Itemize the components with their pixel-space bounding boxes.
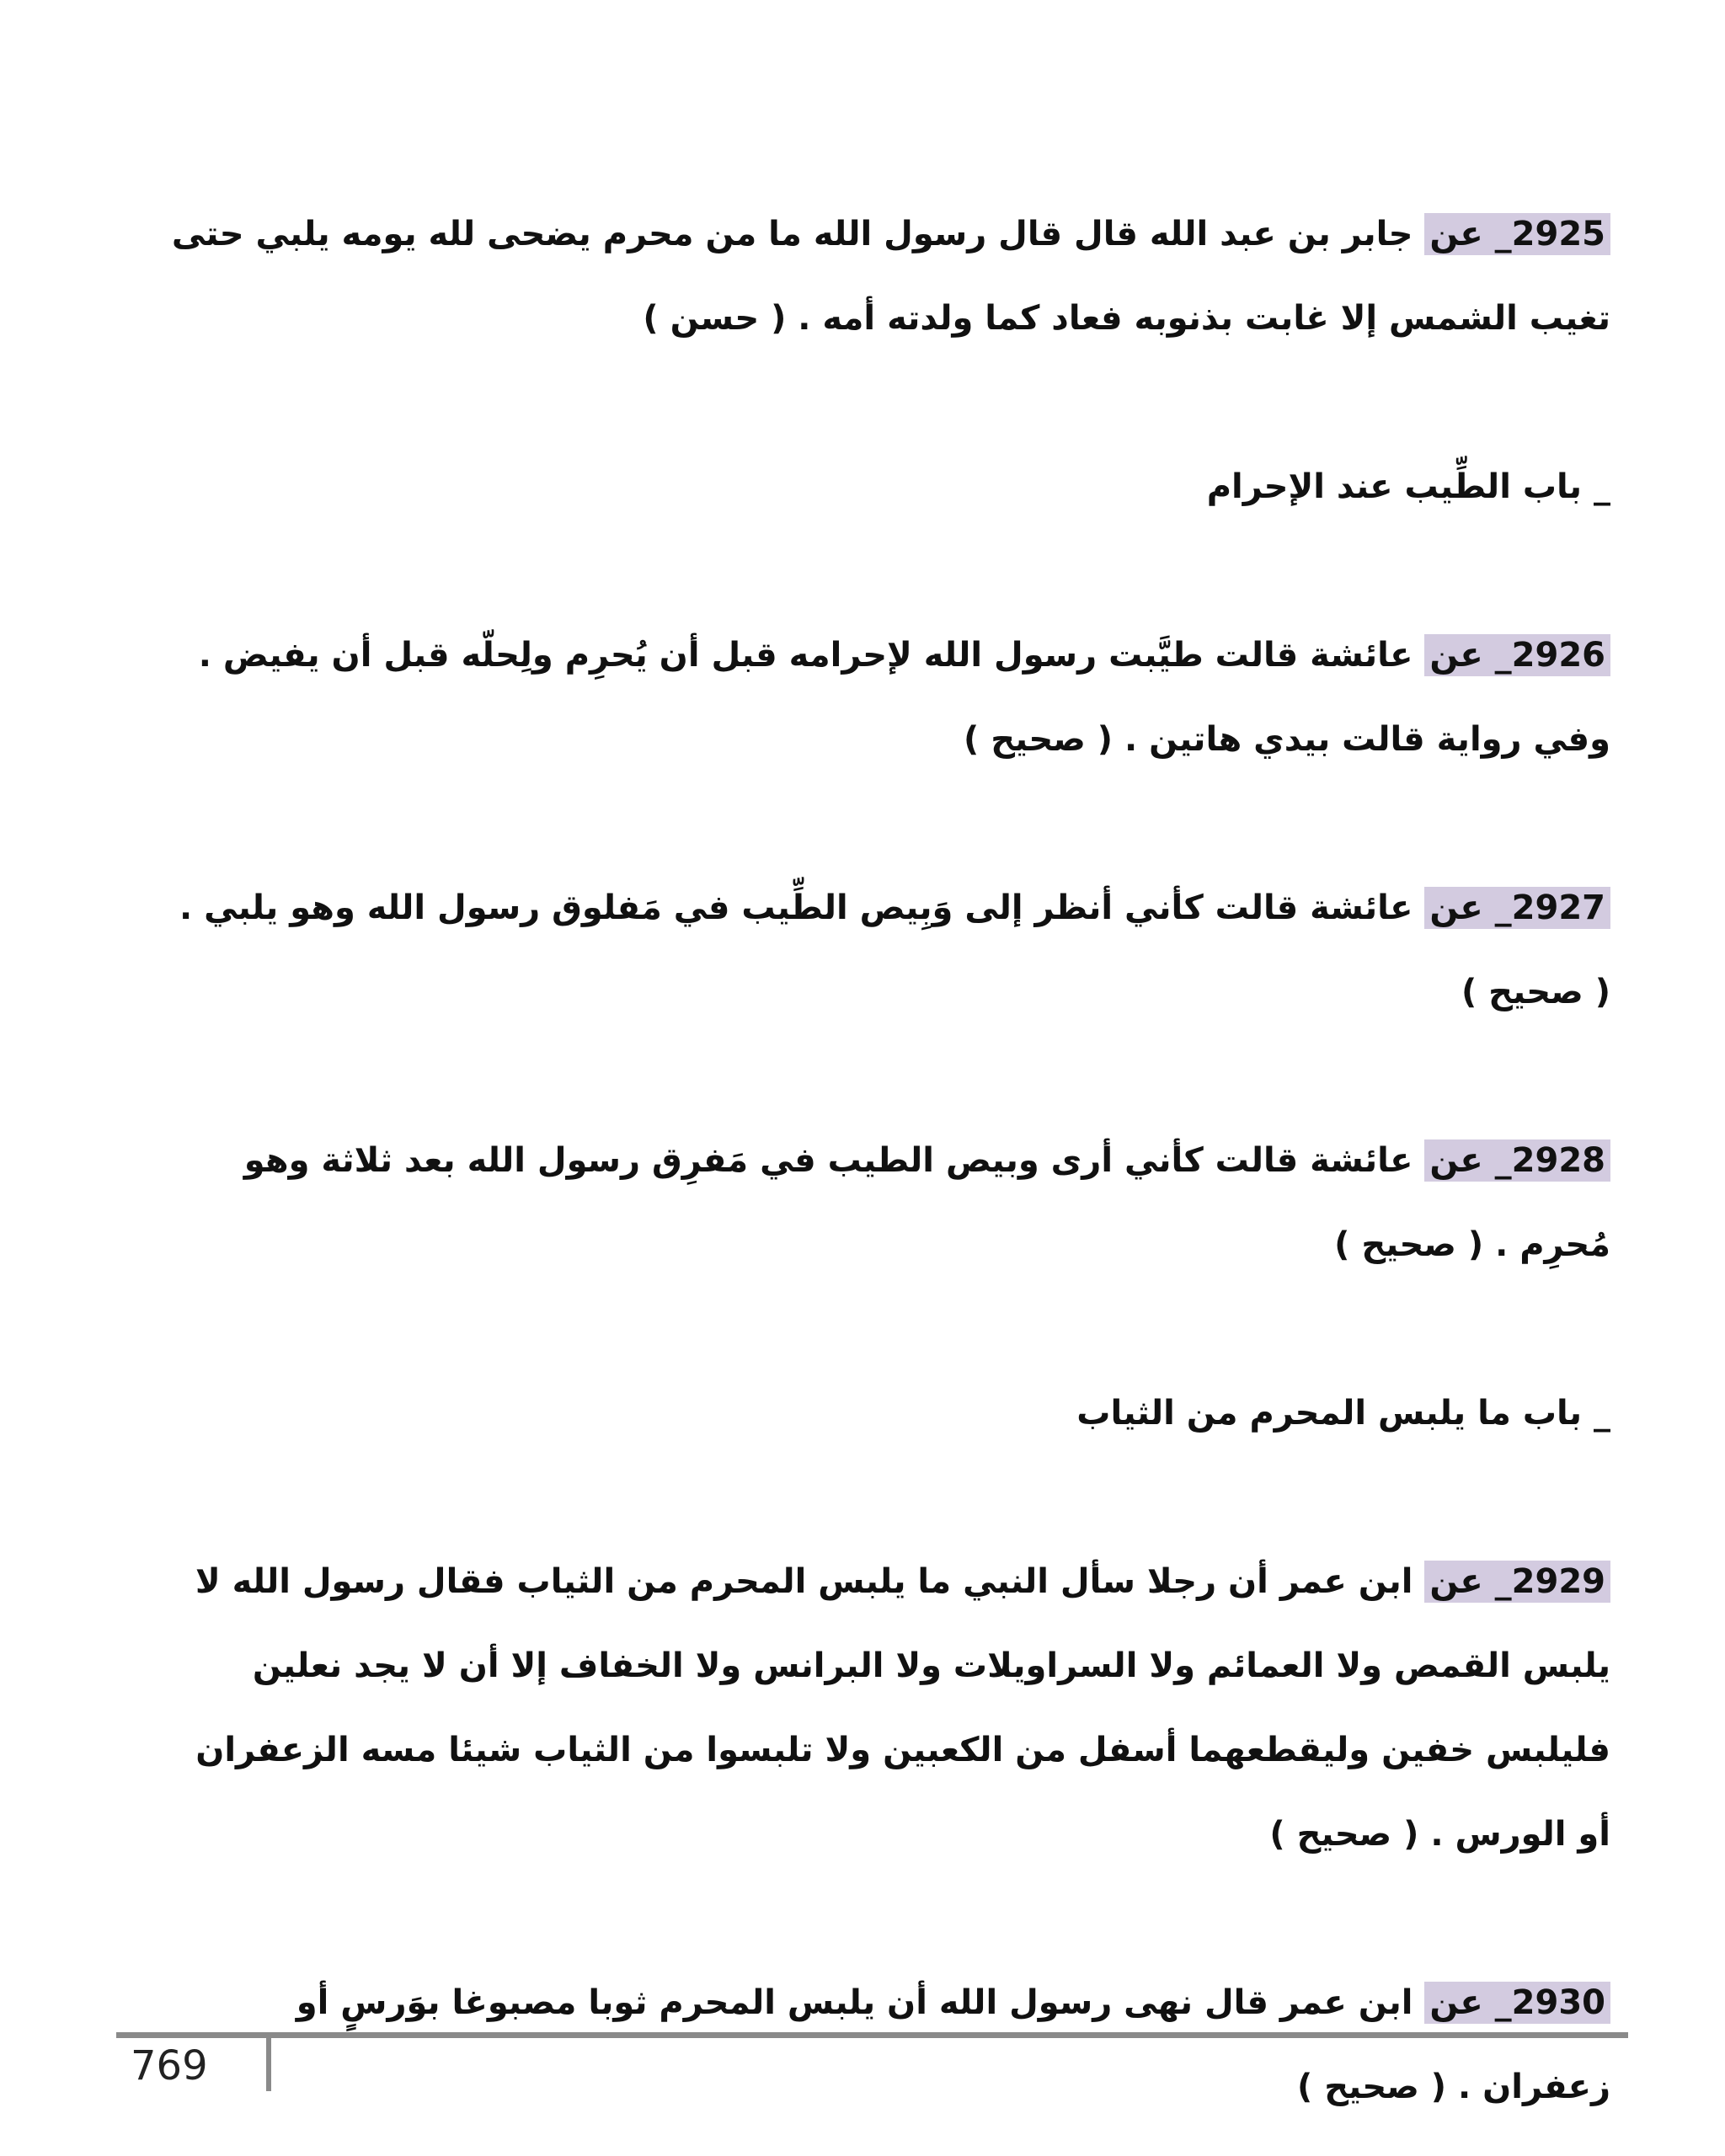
hadith-text: عائشة قالت كأني أنظر إلى وَبِيص الطِّيب في مَفلوق رسول الله وهو يلبي . ( صحيح ) xyxy=(179,889,1610,1011)
hadith-number: 2927_ عن xyxy=(1424,887,1610,929)
hadith-2930 xyxy=(168,1961,1610,2129)
hadith-2926 xyxy=(168,613,1610,782)
section-heading-clothing: _ باب ما يلبس المحرم من الثياب xyxy=(1076,1394,1610,1433)
hadith-number: 2925_ عن xyxy=(1424,213,1610,255)
hadith-number: 2929_ عن xyxy=(1424,1561,1610,1603)
hadith-number: 2928_ عن xyxy=(1424,1139,1610,1182)
hadith-2928 xyxy=(168,1118,1610,1287)
hadith-text: جابر بن عبد الله قال قال رسول الله ما من محرم يضحى لله يومه يلبي حتى تغيب الشمس إلا غابت بذنوبه فعاد كما ولدته أمه . ( حسن ) xyxy=(171,215,1610,338)
hadith-text: عائشة قالت كأني أرى وبيص الطيب في مَفرِق رسول الله بعد ثلاثة وهو مُحرِم . ( صحيح ) xyxy=(243,1141,1610,1264)
hadith-number: 2930_ عن xyxy=(1424,1982,1610,2024)
section-heading-perfume: _ باب الطِّيب عند الإحرام xyxy=(1206,467,1610,506)
hadith-2929 xyxy=(168,1540,1610,1876)
hadith-2927 xyxy=(168,866,1610,1034)
footer-divider-tick xyxy=(266,2032,271,2091)
hadith-text: ابن عمر أن رجلا سأل النبي ما يلبس المحرم من الثياب فقال رسول الله لا يلبس القمص ولا العمائم ولا السراويلات ولا البرانس ولا الخفاف إلا أن لا يجد نعلين فليلبس خفين وليقطعهما أسفل من الكعبين ولا تلبسوا من الثياب شيئا مسه الزعفران أو الورس . ( صحيح ) xyxy=(195,1562,1610,1854)
hadith-number: 2926_ عن xyxy=(1424,634,1610,676)
hadith-2925 xyxy=(168,192,1610,360)
hadith-text: ابن عمر قال نهى رسول الله أن يلبس المحرم ثوبا مصبوغا بوَرسٍ أو زعفران . ( صحيح ) xyxy=(296,1983,1610,2106)
hadith-text: عائشة قالت طيَّبت رسول الله لإحرامه قبل أن يُحرِم ولِحلّه قبل أن يفيض . وفي رواية قالت بيدي هاتين . ( صحيح ) xyxy=(198,636,1610,759)
page-body xyxy=(168,192,1610,2129)
footer-divider xyxy=(116,2032,1628,2038)
page-number: 769 xyxy=(131,2042,208,2089)
